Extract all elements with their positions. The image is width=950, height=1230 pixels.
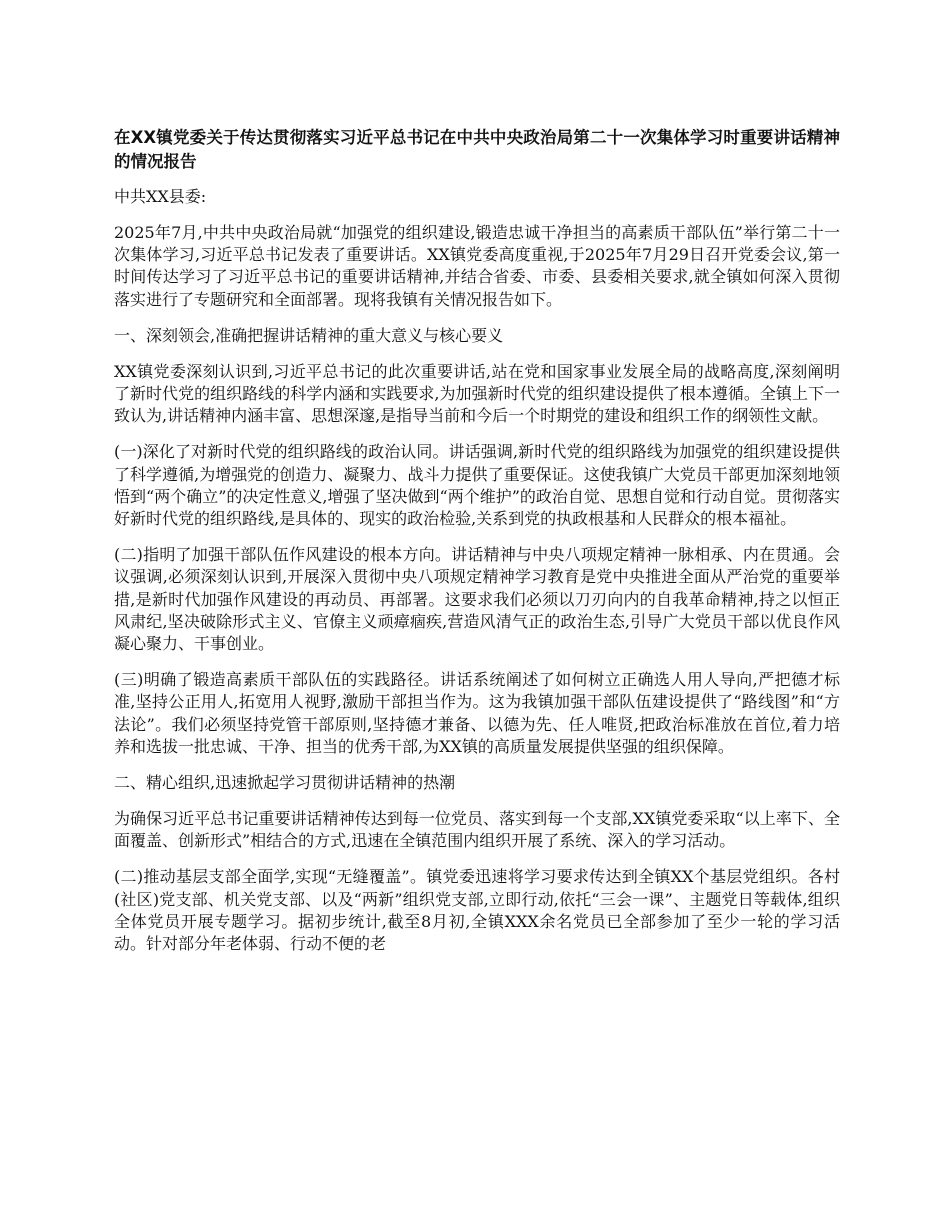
section-1-point-1: (一)深化了对新时代党的组织路线的政治认同。讲话强调,新时代党的组织路线为加强党的组织建设提供了科学遵循,为增强党的创造力、凝聚力、战斗力提供了重要保证。这使我镇广大党员干部更加深刻地领悟到“两个确立”的决定性意义,增强了坚决做到“两个维护”的政治自觉、思想自觉和行动自觉。贯彻落实好新时代党的组织路线,是具体的、现实的政治检验,关系到党的执政根基和人民群众的根本福祉。 [114,442,840,529]
intro-paragraph: 2025年7月,中共中央政治局就“加强党的组织建设,锻造忠诚干净担当的高素质干部队伍”举行第二十一次集体学习,习近平总书记发表了重要讲话。XX镇党委高度重视,于2025年7月29日召开党委会议,第一时间传达学习了习近平总书记的重要讲话精神,并结合省委、市委、县委相关要求,就全镇如何深入贯彻落实进行了专题研究和全面部署。现将我镇有关情况报告如下。 [114,223,840,309]
section-1-heading: 一、深刻领会,准确把握讲话精神的重大意义与核心要义 [114,325,504,345]
report-title: 在XX镇党委关于传达贯彻落实习近平总书记在中共中央政治局第二十一次集体学习时重要讲话精神的情况报告 [114,128,840,171]
report-document [114,126,840,969]
section-1-point-2: (二)指明了加强干部队伍作风建设的根本方向。讲话精神与中央八项规定精神一脉相承、内在贯通。会议强调,必须深刻认识到,开展深入贯彻中央八项规定精神学习教育是党中央推进全面从严治党的重要举措,是新时代加强作风建设的再动员、再部署。这要求我们必须以刀刃向内的自我革命精神,持之以恒正风肃纪,坚决破除形式主义、官僚主义顽瘴痼疾,营造风清气正的政治生态,引导广大党员干部以优良作风凝心聚力、干事创业。 [114,545,840,654]
section-2-paragraph: 为确保习近平总书记重要讲话精神传达到每一位党员、落实到每一个支部,XX镇党委采取“以上率下、全面覆盖、创新形式”相结合的方式,迅速在全镇范围内组织开展了系统、深入的学习活动。 [114,809,840,851]
section-2-point-2: (二)推动基层支部全面学,实现“无缝覆盖”。镇党委迅速将学习要求传达到全镇XX个基层党组织。各村(社区)党支部、机关党支部、以及“两新”组织党支部,立即行动,依托“三会一课”、主题党日等载体,组织全体党员开展专题学习。据初步统计,截至8月初,全镇XXX余名党员已全部参加了至少一轮的学习活动。针对部分年老体弱、行动不便的老 [114,867,840,954]
section-2-heading: 二、精心组织,迅速掀起学习贯彻讲话精神的热潮 [114,773,456,793]
section-1-paragraph: XX镇党委深刻认识到,习近平总书记的此次重要讲话,站在党和国家事业发展全局的战略高度,深刻阐明了新时代党的组织路线的科学内涵和实践要求,为加强新时代党的组织建设提供了根本遵循。全镇上下一致认为,讲话精神内涵丰富、思想深邃,是指导当前和今后一个时期党的建设和组织工作的纲领性文献。 [114,361,840,426]
salutation: 中共XX县委: [114,187,207,206]
section-1-point-3: (三)明确了锻造高素质干部队伍的实践路径。讲话系统阐述了如何树立正确选人用人导向,严把德才标准,坚持公正用人,拓宽用人视野,激励干部担当作为。这为我镇加强干部队伍建设提供了“路线图”和“方法论”。我们必须坚持党管干部原则,坚持德才兼备、以德为先、任人唯贤,把政治标准放在首位,着力培养和选拔一批忠诚、干净、担当的优秀干部,为XX镇的高质量发展提供坚强的组织保障。 [114,670,840,756]
